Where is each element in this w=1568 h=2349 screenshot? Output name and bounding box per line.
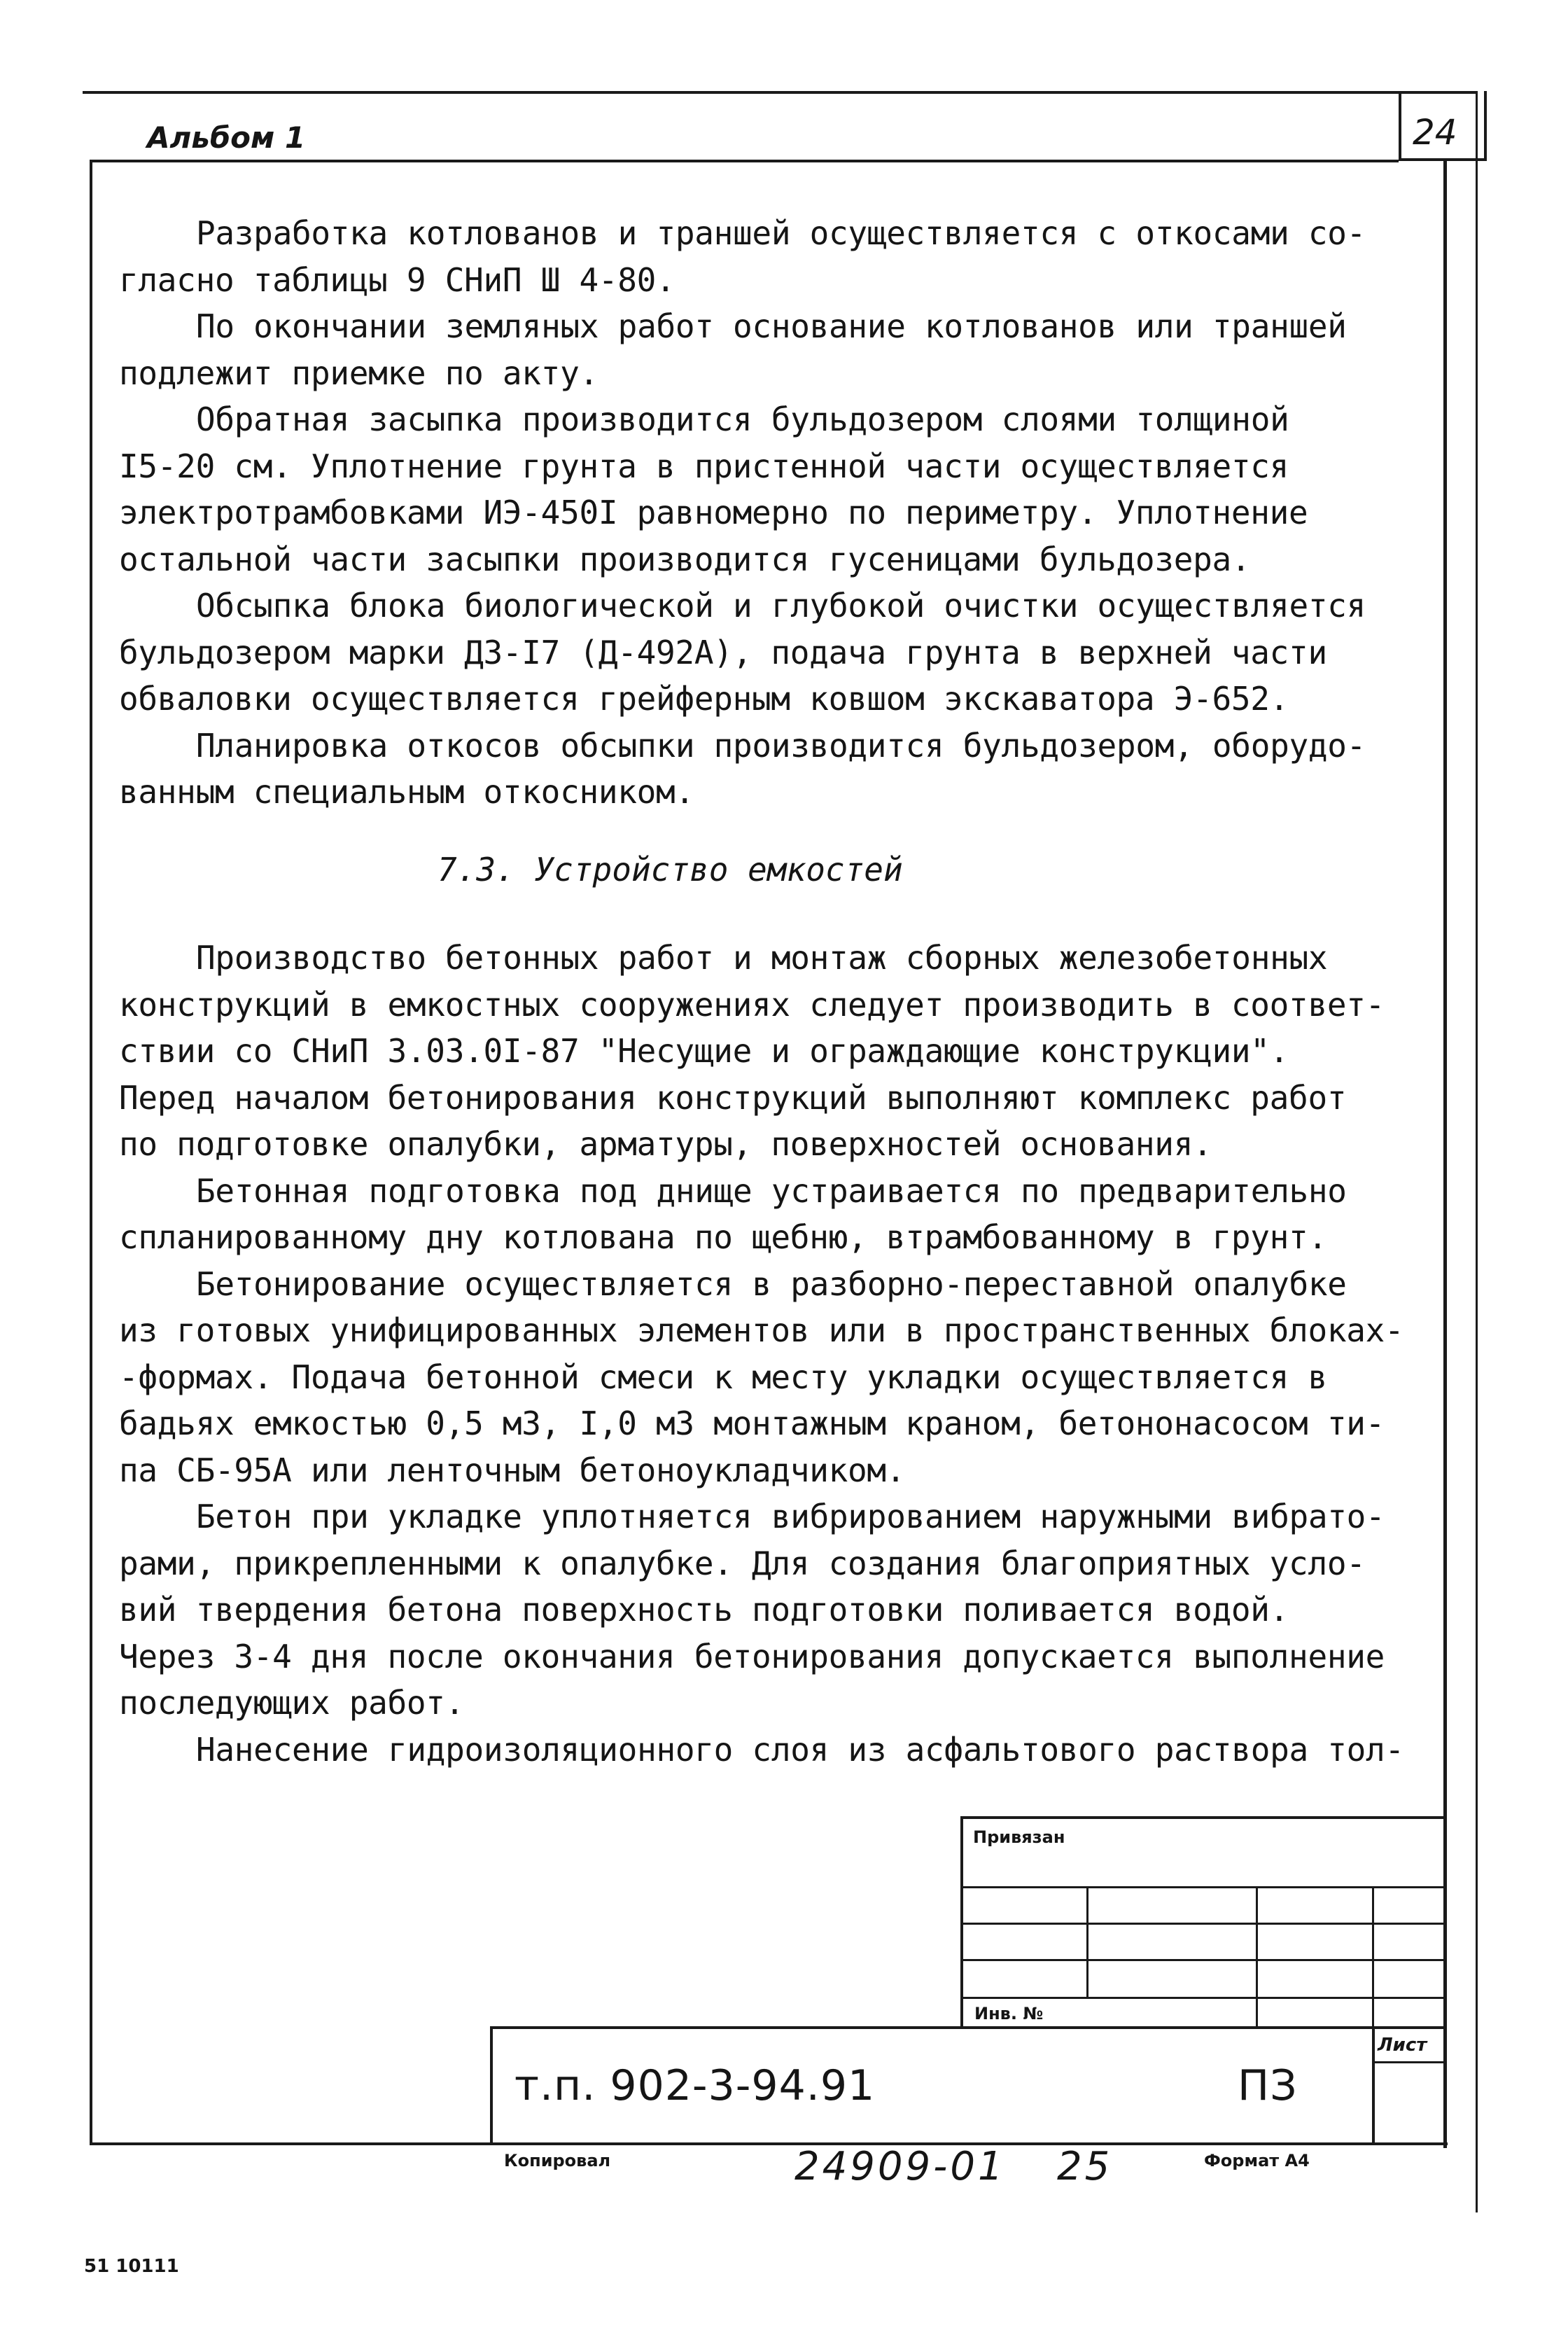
text-line: гласно таблицы 9 СНиП Ш 4-80.: [119, 260, 676, 299]
text-line: ванным специальным откосником.: [119, 773, 694, 811]
stamp-attached-top: [960, 1816, 1443, 1819]
text-line: По окончании земляных работ основание котлованов или траншей: [196, 307, 1347, 345]
text-line: Планировка откосов обсыпки производится бульдозером, оборудо-: [196, 726, 1366, 765]
text-line: Перед началом бетонирования конструкций выполняют комплекс работ: [119, 1078, 1347, 1117]
stamp-row-line: [960, 1886, 1443, 1888]
page-number-box-bottom: [1399, 158, 1487, 161]
frame-right-outer-line: [1476, 91, 1478, 2212]
footer-copy-number: 24909-01: [794, 2144, 1006, 2189]
page-number: 24: [1413, 112, 1457, 153]
stamp-sheet-divider: [1372, 2061, 1445, 2063]
text-line: последующих работ.: [119, 1684, 465, 1722]
text-line: из готовых унифицированных элементов или в пространственных блоках-: [119, 1311, 1404, 1349]
text-line: электротрамбовками ИЭ-450I равномерно по периметру. Уплотнение: [119, 494, 1308, 531]
stamp-row-line: [960, 1923, 1443, 1925]
body-text-block-2: [119, 935, 1407, 1773]
text-line: па СБ-95А или ленточным бетоноукладчиком.: [119, 1451, 906, 1489]
stamp-row-line: [960, 1997, 1443, 1999]
text-line: конструкций в емкостных сооружениях следует производить в соответ-: [119, 985, 1385, 1024]
text-line: Нанесение гидроизоляционного слоя из асфальтового раствора тол-: [196, 1730, 1404, 1769]
stamp-col-line: [1086, 1886, 1088, 1998]
footer-corner-code: 51 10111: [84, 2256, 179, 2277]
text-line: остальной части засыпки производится гусеницами бульдозера.: [119, 540, 1251, 578]
text-line: бульдозером марки ДЗ-I7 (Д-492А), подача грунта в верхней части: [119, 633, 1327, 671]
stamp-col-line: [1256, 1886, 1258, 2026]
stamp-row-line: [960, 1959, 1443, 1961]
section-heading: 7.3. Устройство емкостей: [438, 851, 903, 888]
stamp-col-line: [1372, 1886, 1374, 2026]
text-line: спланированному дну котлована по щебню, втрамбованному в грунт.: [119, 1218, 1327, 1256]
stamp-doc-code: т.п. 902-3-94.91: [514, 2061, 876, 2110]
frame-right-line: [1443, 160, 1447, 2148]
frame-top-inner-line: [90, 160, 1399, 162]
stamp-code-top: [490, 2026, 1443, 2029]
stamp-attached-label: Привязан: [973, 1827, 1065, 1847]
body-text-block-1: [119, 210, 1407, 816]
footer-copied-label: Копировал: [504, 2151, 611, 2170]
text-line: обваловки осуществляется грейферным ковшом экскаватора Э-652.: [119, 680, 1289, 718]
text-line: по подготовке опалубки, арматуры, поверхностей основания.: [119, 1125, 1212, 1163]
frame-left-line: [90, 161, 92, 2142]
text-line: Бетонирование осуществляется в разборно-переставной опалубке: [196, 1264, 1347, 1303]
text-line: Бетон при укладке уплотняется вибрированием наружными вибрато-: [196, 1498, 1385, 1535]
text-line: подлежит приемке по акту.: [119, 354, 598, 392]
text-line: вий твердения бетона поверхность подготовки поливается водой.: [119, 1591, 1289, 1629]
text-line: Через 3-4 дня после окончания бетонирования допускается выполнение: [119, 1637, 1385, 1675]
text-line: ствии со СНиП 3.03.0I-87 "Несущие и ограждающие конструкции".: [119, 1032, 1289, 1070]
text-line: Производство бетонных работ и монтаж сборных железобетонных: [196, 939, 1328, 977]
stamp-doc-section: ПЗ: [1238, 2061, 1298, 2110]
text-line: Обсыпка блока биологической и глубокой очистки осуществляется: [196, 587, 1366, 625]
text-line: I5-20 см. Уплотнение грунта в пристенной части осуществляется: [119, 447, 1289, 485]
frame-bottom-line: [90, 2142, 1448, 2145]
stamp-code-left: [490, 2026, 493, 2145]
text-line: рами, прикрепленными к опалубке. Для создания благоприятных усло-: [119, 1544, 1366, 1582]
text-line: Разработка котлованов и траншей осуществляется с откосами со-: [196, 214, 1366, 252]
text-line: Обратная засыпка производится бульдозером слоями толщиной: [196, 400, 1289, 438]
text-line: -формах. Подача бетонной смеси к месту укладки осуществляется в: [119, 1358, 1327, 1396]
stamp-sheet-left: [1372, 2026, 1375, 2145]
album-label: Альбом 1: [147, 120, 306, 155]
page-number-box-left: [1399, 91, 1401, 161]
frame-top-line: [83, 91, 1476, 94]
footer-sheet-number: 25: [1057, 2144, 1113, 2189]
text-line: Бетонная подготовка под днище устраивается по предварительно: [196, 1171, 1347, 1210]
stamp-inventory-label: Инв. №: [974, 2004, 1044, 2023]
stamp-sheet-label: Лист: [1378, 2035, 1427, 2056]
text-line: бадьях емкостью 0,5 м3, I,0 м3 монтажным краном, бетононасосом ти-: [119, 1404, 1385, 1442]
page-number-box-right: [1484, 91, 1487, 161]
stamp-attached-left: [960, 1816, 963, 2026]
footer-format-label: Формат А4: [1204, 2151, 1310, 2170]
